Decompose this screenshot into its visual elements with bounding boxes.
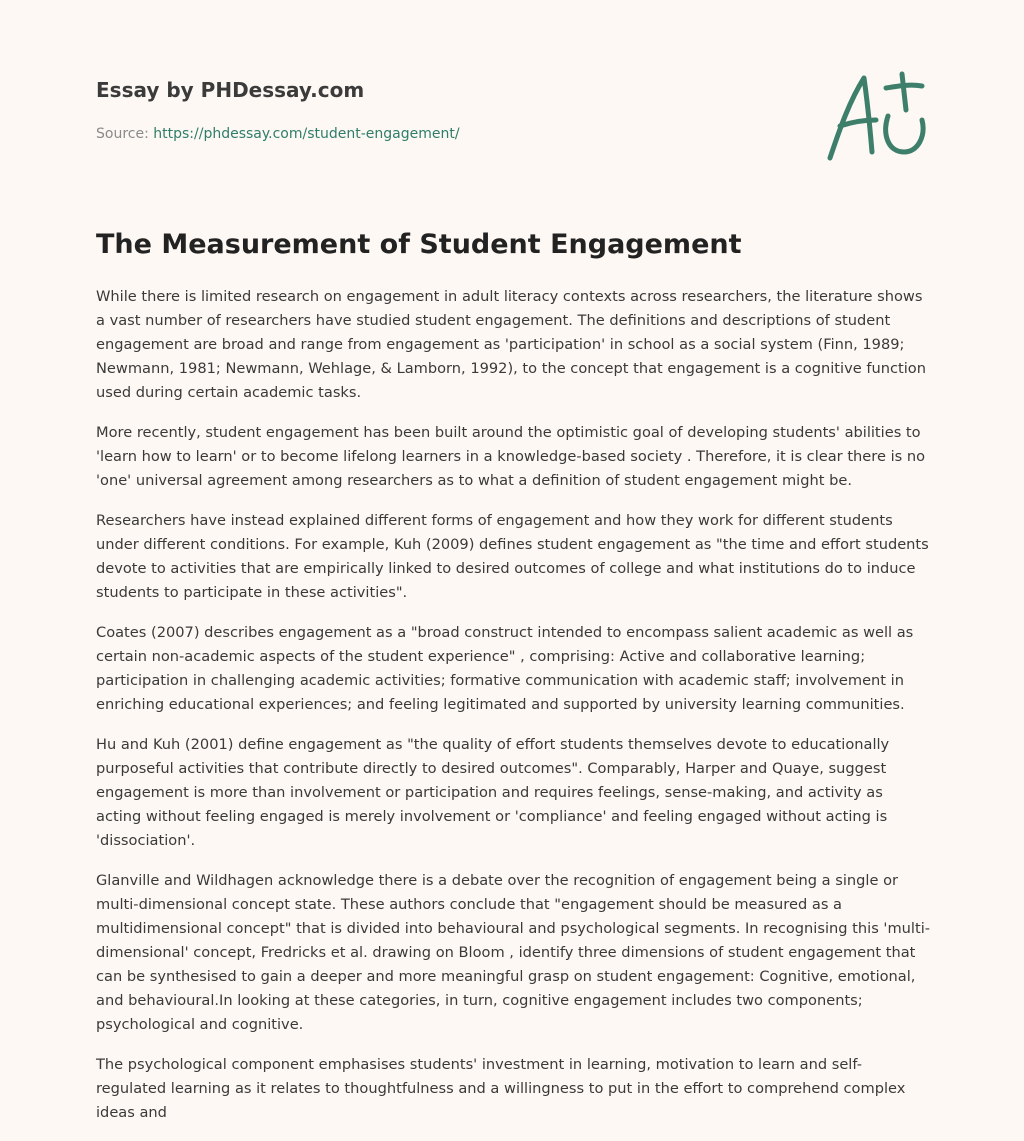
logo-plus-horizontal — [886, 85, 922, 88]
essay-paragraph: While there is limited research on engagement in adult literacy contexts across researchers, the literature shows a vast number of researchers have studied student engagement. The definitions and descriptions of student engagement are broad and range from engagement as 'participation' in school as a social system (Finn, 1989; Newmann, 1981; Newmann, Wehlage, & Lamborn, 1992), to the concept that engagement is a cognitive function used during certain academic tasks. — [96, 288, 926, 401]
essay-paragraph: Hu and Kuh (2001) define engagement as "the quality of effort students themselves devote to educationally purposeful activities that contribute directly to desired outcomes". Comparably, Harper and Quaye, suggest engagement is more than involvement or participation and requires feelings, sense-making, and activity as acting without feeling engaged is merely involvement or 'compliance' and feeling engaged without acting is 'dissociation'. — [96, 736, 890, 849]
essay-paragraph: Glanville and Wildhagen acknowledge there is a debate over the recognition of engagement being a single or multi-dimensional concept state. These authors conclude that "engagement should be measured as a multidimensional concept" that is divided into behavioural and psychological segments. In recognising this 'multi-dimensional' concept, Fredricks et al. drawing on Bloom , identify three dimensions of student engagement that can be synthesised to gain a deeper and more meaningful grasp on student engagement: Cognitive, emotional, and behavioural.In looking at these categories, in turn, cognitive engagement includes two components; psychological and cognitive. — [96, 872, 931, 1033]
source-link[interactable]: https://phdessay.com/student-engagement/ — [153, 126, 460, 142]
logo-swoosh — [886, 116, 923, 152]
a-plus-logo — [818, 66, 930, 166]
page-header — [96, 76, 796, 144]
essay-body — [96, 285, 932, 1141]
source-line — [96, 124, 796, 144]
site-title: Essay by PHDessay.com — [96, 78, 365, 102]
essay-paragraph: More recently, student engagement has been built around the optimistic goal of developing students' abilities to 'learn how to learn' or to become lifelong learners in a knowledge-based society . Therefore, it is clear there is no 'one' universal agreement among researchers as to what a definition of student engagement might be. — [96, 424, 926, 489]
essay-paragraph: The psychological component emphasises students' investment in learning, motivation to learn and self-regulated learning as it relates to thoughtfulness and a willingness to put in the effort to comprehend complex ideas and — [96, 1056, 906, 1121]
essay-paragraph: Coates (2007) describes engagement as a "broad construct intended to encompass salient academic as well as certain non-academic aspects of the student experience" , comprising: Active and collaborative learning; participation in challenging academic activities; formative communication with academic staff; involvement in enriching educational experiences; and feeling legitimated and supported by university learning communities. — [96, 624, 914, 713]
source-label: Source: — [96, 126, 149, 142]
essay-paragraph: Researchers have instead explained different forms of engagement and how they work for different students under different conditions. For example, Kuh (2009) defines student engagement as "the time and effort students devote to activities that are empirically linked to desired outcomes of college and what institutions do to induce students to participate in these activities". — [96, 512, 929, 601]
essay-title: The Measurement of Student Engagement — [96, 229, 742, 260]
logo-plus-vertical — [902, 74, 906, 110]
